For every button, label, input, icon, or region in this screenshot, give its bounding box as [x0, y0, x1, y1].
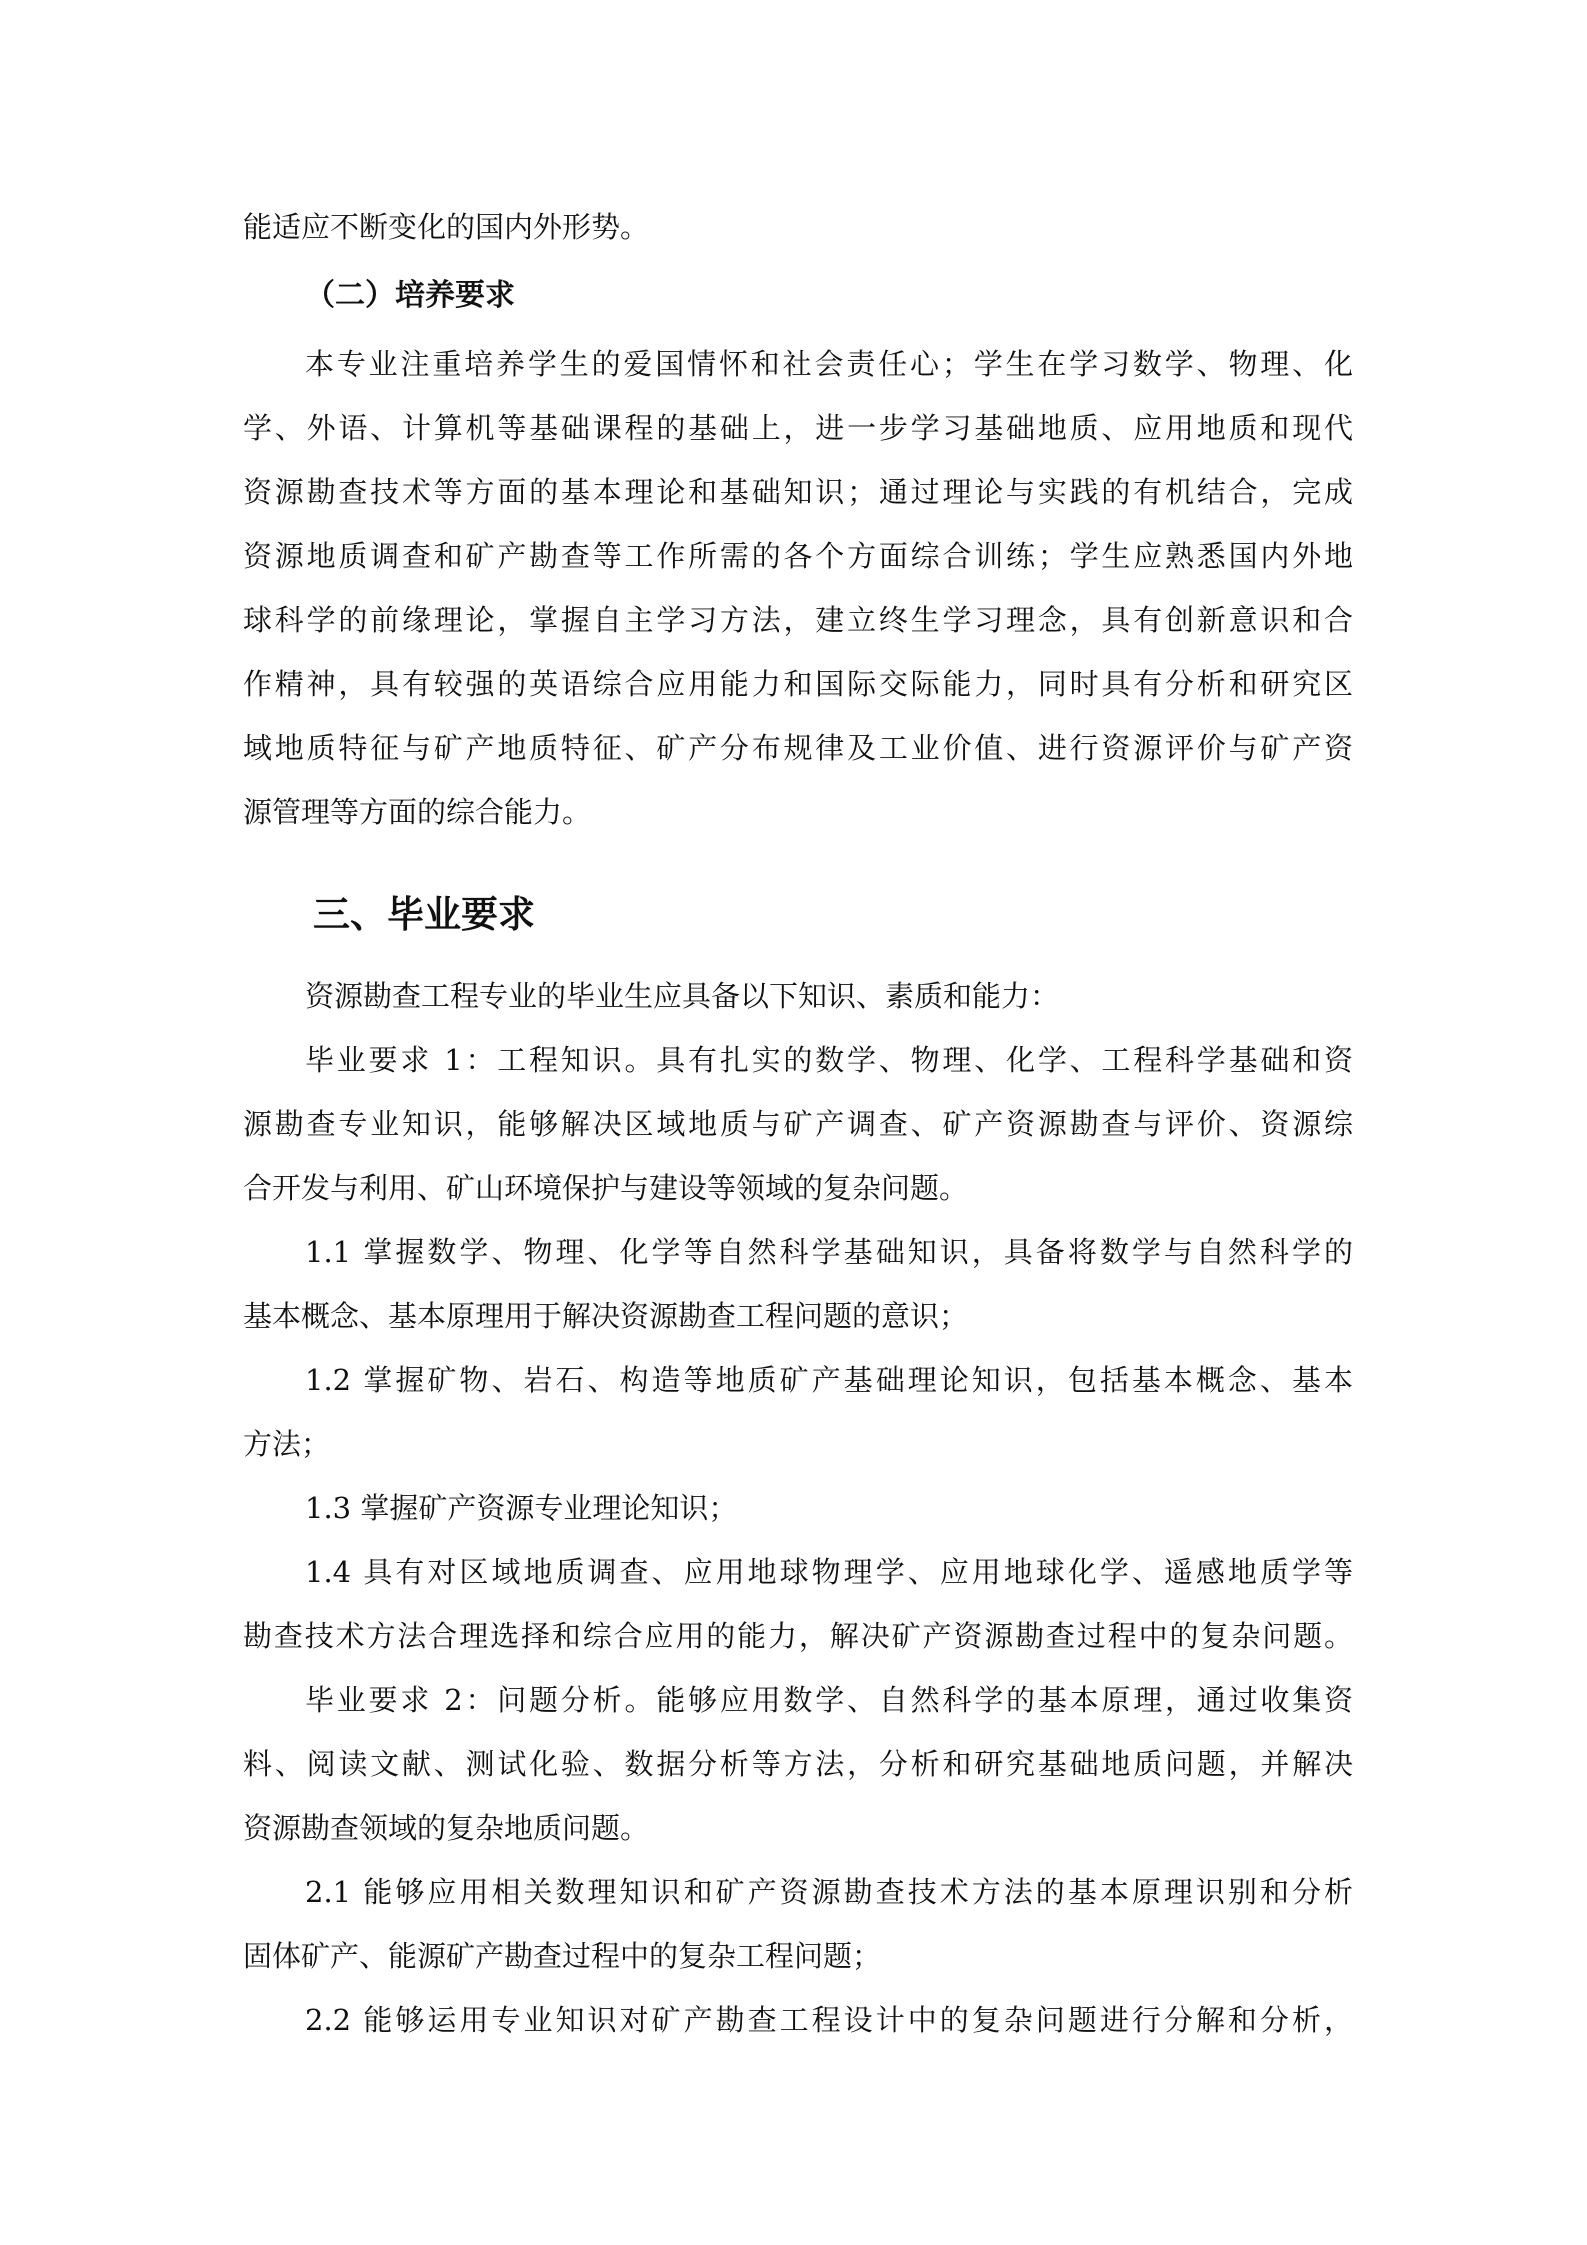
- requirement-2-line: 资源勘查领域的复杂地质问题。: [243, 1811, 650, 1845]
- training-paragraph-line: 源管理等方面的综合能力。: [243, 795, 592, 829]
- requirement-1-line: 源勘查专业知识，能够解决区域地质与矿产调查、矿产资源勘查与评价、资源综: [243, 1107, 1353, 1141]
- training-paragraph-line: 本专业注重培养学生的爱国情怀和社会责任心；学生在学习数学、物理、化: [305, 347, 1353, 381]
- training-paragraph-line: 球科学的前缘理论，掌握自主学习方法，建立终生学习理念，具有创新意识和合: [243, 603, 1353, 637]
- requirement-2-2-line: 2.2 能够运用专业知识对矿产勘查工程设计中的复杂问题进行分解和分析，: [305, 2003, 1353, 2037]
- requirement-1-4-line: 1.4 具有对区域地质调查、应用地球物理学、应用地球化学、遥感地质学等: [305, 1555, 1353, 1589]
- requirement-2-1-line: 2.1 能够应用相关数理知识和矿产资源勘查技术方法的基本原理识别和分析: [305, 1875, 1353, 1909]
- training-paragraph-line: 域地质特征与矿产地质特征、矿产分布规律及工业价值、进行资源评价与矿产资: [243, 731, 1353, 765]
- requirement-1-1-line: 基本概念、基本原理用于解决资源勘查工程问题的意识；: [243, 1299, 969, 1333]
- training-paragraph-line: 资源勘查技术等方面的基本理论和基础知识；通过理论与实践的有机结合，完成: [243, 475, 1353, 509]
- requirement-1-1-line: 1.1 掌握数学、物理、化学等自然科学基础知识，具备将数学与自然科学的: [305, 1235, 1353, 1269]
- requirement-2-line: 毕业要求 2：问题分析。能够应用数学、自然科学的基本原理，通过收集资: [305, 1683, 1353, 1717]
- requirement-1-4-line: 勘查技术方法合理选择和综合应用的能力，解决矿产资源勘查过程中的复杂问题。: [243, 1619, 1353, 1653]
- requirement-1-3-line: 1.3 掌握矿产资源专业理论知识；: [305, 1491, 738, 1525]
- training-paragraph-line: 资源地质调查和矿产勘查等工作所需的各个方面综合训练；学生应熟悉国内外地: [243, 539, 1353, 573]
- requirement-1-2-line: 1.2 掌握矿物、岩石、构造等地质矿产基础理论知识，包括基本概念、基本: [305, 1363, 1353, 1397]
- requirement-2-1-line: 固体矿产、能源矿产勘查过程中的复杂工程问题；: [243, 1939, 882, 1973]
- section-heading-graduation-requirements: 三、毕业要求: [313, 893, 535, 936]
- training-paragraph-line: 作精神，具有较强的英语综合应用能力和国际交际能力，同时具有分析和研究区: [243, 667, 1353, 701]
- subsection-heading-training-requirements: （二）培养要求: [305, 278, 515, 313]
- graduation-intro-paragraph: 资源勘查工程专业的毕业生应具备以下知识、素质和能力：: [305, 979, 1060, 1013]
- requirement-1-line: 毕业要求 1：工程知识。具有扎实的数学、物理、化学、工程科学基础和资: [305, 1043, 1353, 1077]
- requirement-1-2-line: 方法；: [243, 1427, 331, 1461]
- intro-tail-paragraph: 能适应不断变化的国内外形势。: [243, 210, 650, 244]
- training-paragraph-line: 学、外语、计算机等基础课程的基础上，进一步学习基础地质、应用地质和现代: [243, 411, 1353, 445]
- requirement-2-line: 料、阅读文献、测试化验、数据分析等方法，分析和研究基础地质问题，并解决: [243, 1747, 1353, 1781]
- requirement-1-line: 合开发与利用、矿山环境保护与建设等领域的复杂问题。: [243, 1171, 969, 1205]
